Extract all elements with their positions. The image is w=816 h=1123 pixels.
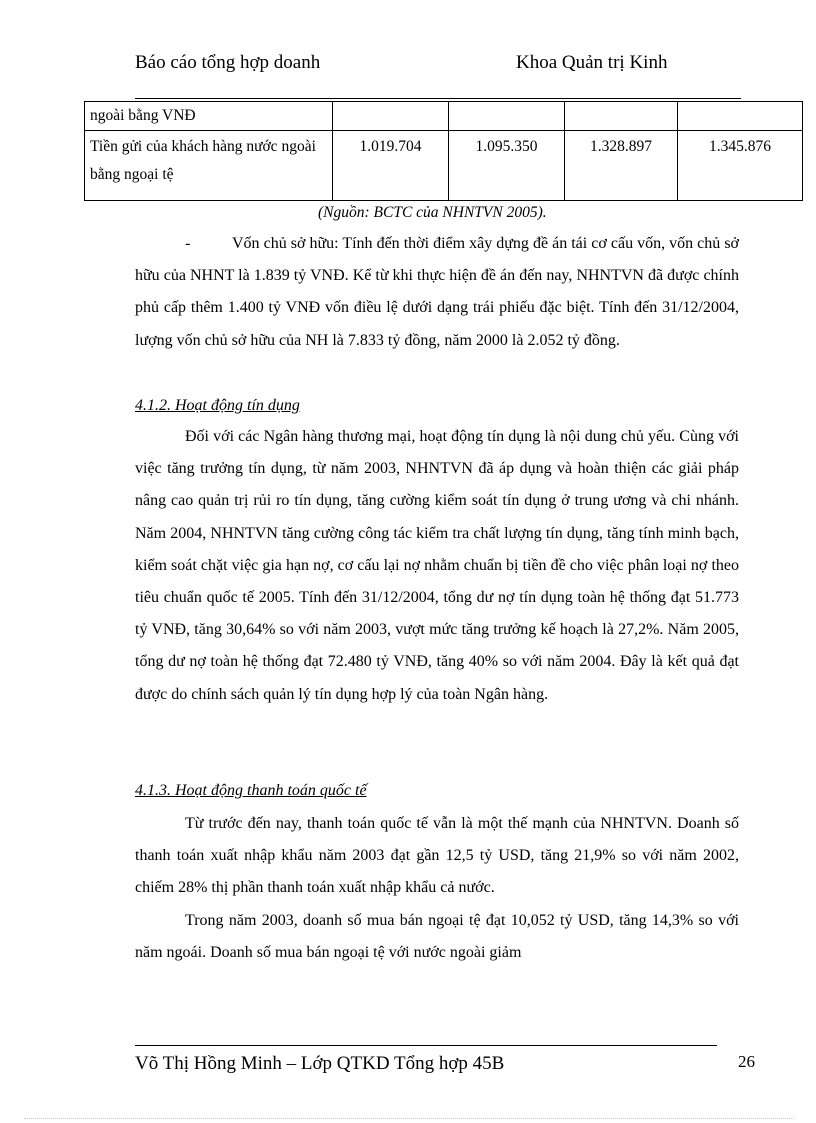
paragraph: [135, 228, 739, 357]
table-cell: 1.019.704: [333, 131, 449, 201]
table-cell: [333, 102, 449, 131]
bullet-dash: -: [185, 235, 191, 252]
heading-4-1-2: 4.1.2. Hoạt động tín dụng: [135, 397, 300, 414]
header-left: Báo cáo tổng hợp doanh: [135, 52, 321, 73]
table-cell: 1.095.350: [449, 131, 565, 201]
header-rule: [135, 98, 741, 99]
heading-4-1-3: 4.1.3. Hoạt động thanh toán quốc tế: [135, 782, 367, 799]
table-cell: [678, 102, 803, 131]
deposits-table: [84, 101, 803, 201]
page-number: 26: [738, 1052, 755, 1071]
footer-author: Võ Thị Hồng Minh – Lớp QTKD Tổng hợp 45B: [135, 1053, 505, 1074]
section-tin-dung: [135, 421, 739, 711]
page-edge: [24, 1118, 794, 1119]
section-thanh-toan-quoc-te: [135, 808, 739, 969]
footer-rule: [135, 1045, 717, 1046]
section-von-chu-so-huu: [135, 228, 739, 357]
table-cell: 1.345.876: [678, 131, 803, 201]
table-cell: [565, 102, 678, 131]
table-cell: 1.328.897: [565, 131, 678, 201]
paragraph: Đối với các Ngân hàng thương mại, hoạt động tín dụng là nội dung chủ yếu. Cùng với việc tăng trưởng tín dụng, từ năm 2003, NHNTVN đã áp dụng và hoàn thiện các giải pháp nâng cao quản trị rủi ro tín dụng, tăng cường kiểm soát tín dụng ở trung ương và chi nhánh. Năm 2004, NHNTVN tăng cường công tác kiểm tra chất lượng tín dụng, tăng tính minh bạch, kiểm soát chặt việc gia hạn nợ, cơ cấu lại nợ nhằm chuẩn bị tiền đề cho việc phân loại nợ theo tiêu chuẩn quốc tế 2005. Tính đến 31/12/2004, tổng dư nợ tín dụng toàn hệ thống đạt 51.773 tỷ VNĐ, tăng 30,64% so với năm 2003, vượt mức tăng trưởng kế hoạch là 27,2%. Năm 2005, tổng dư nợ toàn hệ thống đạt 72.480 tỷ VNĐ, tăng 40% so với năm 2004. Đây là kết quả đạt được do chính sách quản lý tín dụng hợp lý của toàn Ngân hàng.: [135, 428, 739, 703]
paragraph: Từ trước đến nay, thanh toán quốc tế vẫn là một thế mạnh của NHNTVN. Doanh số thanh toán xuất nhập khẩu năm 2003 đạt gần 12,5 tỷ USD, tăng 21,9% so với năm 2002, chiếm 28% thị phần thanh toán xuất nhập khẩu cả nước.: [135, 815, 739, 897]
header-right: Khoa Quản trị Kinh: [516, 52, 668, 73]
table-row: [85, 102, 803, 131]
table-source-note: (Nguồn: BCTC của NHNTVN 2005).: [318, 204, 547, 221]
table-cell-label: Tiền gửi của khách hàng nước ngoài bằng ngoại tệ: [85, 131, 333, 201]
table-cell-label: ngoài bằng VNĐ: [85, 102, 333, 131]
paragraph: Trong năm 2003, doanh số mua bán ngoại tệ đạt 10,052 tỷ USD, tăng 14,3% so với năm ngoái. Doanh số mua bán ngoại tệ với nước ngoài giảm: [135, 911, 739, 961]
paragraph-text: Vốn chủ sở hữu: Tính đến thời điểm xây dựng đề án tái cơ cấu vốn, vốn chủ sở hữu của NHNT là 1.839 tỷ VNĐ. Kể từ khi thực hiện đề án đến nay, NHNTVN đã được chính phủ cấp thêm 1.400 tỷ VNĐ vốn điều lệ dưới dạng trái phiếu đặc biệt. Tính đến 31/12/2004, lượng vốn chủ sở hữu của NH là 7.833 tỷ đồng, năm 2000 là 2.052 tỷ đồng.: [135, 235, 739, 349]
table-row: [85, 131, 803, 201]
table-cell: [449, 102, 565, 131]
